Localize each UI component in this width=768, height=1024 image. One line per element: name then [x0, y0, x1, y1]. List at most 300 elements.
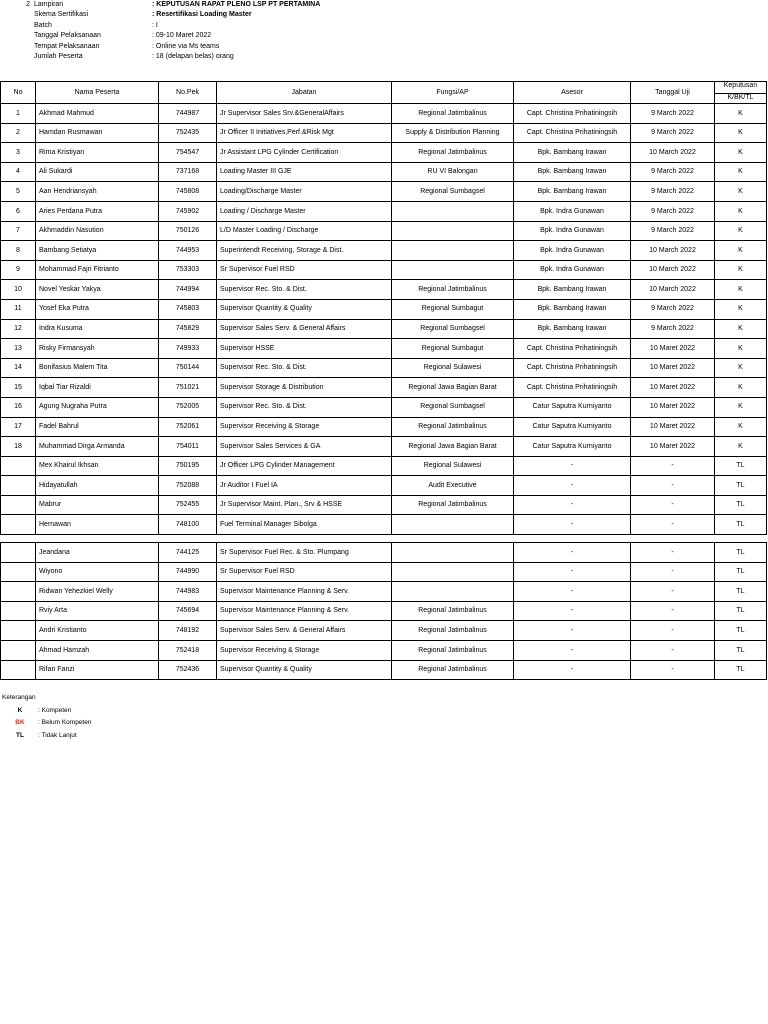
cell-no — [1, 562, 36, 582]
cell-no — [1, 660, 36, 680]
cell-fungsi: Regional Jawa Bagian Barat — [392, 378, 514, 398]
cell-fungsi: Regional Sulawesi — [392, 358, 514, 378]
cell-keputusan: K — [715, 319, 767, 339]
cell-no: 16 — [1, 397, 36, 417]
col-tanggal: Tanggal Uji — [631, 82, 715, 104]
cell-tanggal: 10 March 2022 — [631, 280, 715, 300]
cell-asesor: Bpk. Bambang Irawan — [514, 280, 631, 300]
cell-nama: Rviy Arta — [36, 601, 159, 621]
cell-jabatan: L/D Master Loading / Discharge — [217, 221, 392, 241]
cell-tanggal: - — [631, 621, 715, 641]
header-label: Lampiran — [34, 1, 64, 8]
header-value: : 18 (delapan belas) orang — [152, 52, 234, 60]
cell-fungsi: Regional Sulawesi — [392, 456, 514, 476]
cell-nama: Mabrur — [36, 495, 159, 515]
header-label: Jumlah Peserta — [34, 52, 83, 60]
cell-asesor: Catur Saputra Kurniyanto — [514, 437, 631, 457]
table-header-row — [1, 82, 767, 104]
legend-desc: : Belum Kompeten — [38, 719, 92, 726]
cell-tanggal: 9 March 2022 — [631, 123, 715, 143]
cell-keputusan: TL — [715, 456, 767, 476]
cell-keputusan: K — [715, 104, 767, 124]
cell-tanggal: - — [631, 515, 715, 535]
cell-fungsi: Regional Sumbagut — [392, 299, 514, 319]
cell-fungsi: Audit Executive — [392, 476, 514, 496]
cell-fungsi: Regional Jawa Bagian Barat — [392, 437, 514, 457]
cell-jabatan: Jr Assistant LPG Cylinder Certification — [217, 143, 392, 163]
cell-fungsi: Supply & Distribution Planning — [392, 123, 514, 143]
cell-tanggal: 9 March 2022 — [631, 221, 715, 241]
cell-fungsi — [392, 221, 514, 241]
cell-jabatan: Supervisor Sales Services & GA — [217, 437, 392, 457]
cell-nama: Yosef Eka Putra — [36, 299, 159, 319]
header-num — [0, 21, 34, 31]
cell-keputusan: TL — [715, 543, 767, 563]
cell-asesor: Bpk. Bambang Irawan — [514, 162, 631, 182]
cell-nama: Mex Khairul Ikhsan — [36, 456, 159, 476]
cell-no: 14 — [1, 358, 36, 378]
header-row — [0, 10, 768, 20]
cell-jabatan: Superintendt Receiving, Storage & Dist. — [217, 241, 392, 261]
table-row — [1, 417, 767, 437]
cell-nama: Bambang Setiatya — [36, 241, 159, 261]
cell-asesor: Capt. Christina Prihatiningsih — [514, 339, 631, 359]
cell-tanggal: - — [631, 476, 715, 496]
cell-fungsi: Regional Jatimbalinus — [392, 495, 514, 515]
cell-no: 4 — [1, 162, 36, 182]
cell-no — [1, 515, 36, 535]
cell-asesor: Bpk. Indra Gunawan — [514, 201, 631, 221]
cell-pek: 750126 — [159, 221, 217, 241]
cell-jabatan: Sr Supervisor Fuel RSD — [217, 260, 392, 280]
cell-fungsi — [392, 241, 514, 261]
cell-jabatan: Jr Officer II Initiatives,Perf.&Risk Mgt — [217, 123, 392, 143]
cell-no: 17 — [1, 417, 36, 437]
header-num — [0, 31, 34, 41]
header-value: : 09-10 Maret 2022 — [152, 32, 212, 40]
cell-pek: 744987 — [159, 104, 217, 124]
cell-asesor: Bpk. Bambang Irawan — [514, 182, 631, 202]
table-row — [1, 397, 767, 417]
cell-pek: 754547 — [159, 143, 217, 163]
cell-keputusan: TL — [715, 621, 767, 641]
table-row — [1, 201, 767, 221]
cell-nama: Hernawan — [36, 515, 159, 535]
cell-nama: Andri Kristianto — [36, 621, 159, 641]
header-label: Skema Sertifikasi — [34, 11, 89, 19]
cell-keputusan: TL — [715, 495, 767, 515]
cell-fungsi: Regional Jatimbalinus — [392, 601, 514, 621]
cell-nama: Rima Kristiyan — [36, 143, 159, 163]
cell-asesor: - — [514, 515, 631, 535]
cell-pek: 744994 — [159, 280, 217, 300]
cell-jabatan: Sr Supervisor Fuel Rec. & Sto. Plumpang — [217, 543, 392, 563]
cell-jabatan: Sr Supervisor Fuel RSD — [217, 562, 392, 582]
header-value: : KEPUTUSAN RAPAT PLENO LSP PT PERTAMINA — [152, 1, 321, 8]
header-row — [0, 0, 768, 10]
cell-pek: 744983 — [159, 582, 217, 602]
cell-fungsi: Regional Jatimbalinus — [392, 640, 514, 660]
table-row — [1, 123, 767, 143]
table-row — [1, 437, 767, 457]
cell-pek: 745808 — [159, 182, 217, 202]
cell-nama: Novel Yeskar Yakya — [36, 280, 159, 300]
cell-jabatan: Supervisor Maintenance Planning & Serv. — [217, 601, 392, 621]
table-row — [1, 515, 767, 535]
cell-tanggal: 10 March 2022 — [631, 143, 715, 163]
cell-asesor: - — [514, 456, 631, 476]
cell-tanggal: - — [631, 543, 715, 563]
legend-item — [2, 705, 91, 718]
cell-fungsi: RU VI Balongan — [392, 162, 514, 182]
cell-keputusan: TL — [715, 515, 767, 535]
cell-pek: 752435 — [159, 123, 217, 143]
cell-asesor: - — [514, 660, 631, 680]
table-row — [1, 621, 767, 641]
cell-nama: Fadel Bahrul — [36, 417, 159, 437]
table-row — [1, 319, 767, 339]
cell-pek: 745829 — [159, 319, 217, 339]
cell-tanggal: - — [631, 495, 715, 515]
cell-pek: 753303 — [159, 260, 217, 280]
cell-fungsi: Regional Jatimbalinus — [392, 280, 514, 300]
cell-no — [1, 456, 36, 476]
cell-jabatan: Supervisor Sales Serv. & General Affairs — [217, 621, 392, 641]
cell-pek: 745694 — [159, 601, 217, 621]
cell-jabatan: Supervisor Rec. Sto. & Dist. — [217, 397, 392, 417]
header-num — [0, 10, 34, 20]
col-keputusan — [715, 82, 767, 104]
cell-asesor: Bpk. Bambang Irawan — [514, 299, 631, 319]
cell-nama: Hidayatullah — [36, 476, 159, 496]
cell-nama: Bonifasius Malem Tita — [36, 358, 159, 378]
cell-asesor: Capt. Christina Prihatiningsih — [514, 358, 631, 378]
cell-jabatan: Loading / Discharge Master — [217, 201, 392, 221]
legend-title: Keterangan — [2, 694, 36, 701]
cell-nama: Wiyono — [36, 562, 159, 582]
table-row — [1, 660, 767, 680]
cell-asesor: - — [514, 476, 631, 496]
cell-tanggal: - — [631, 582, 715, 602]
cell-keputusan: TL — [715, 582, 767, 602]
participants-table — [0, 81, 767, 535]
cell-jabatan: Supervisor Receiving & Storage — [217, 640, 392, 660]
cell-asesor: - — [514, 562, 631, 582]
cell-jabatan: Supervisor Storage & Distribution — [217, 378, 392, 398]
cell-no — [1, 495, 36, 515]
table-row — [1, 601, 767, 621]
cell-no — [1, 582, 36, 602]
cell-no: 9 — [1, 260, 36, 280]
cell-jabatan: Supervisor Quantity & Quality — [217, 299, 392, 319]
cell-nama: Hamdan Rusmawan — [36, 123, 159, 143]
cell-fungsi — [392, 260, 514, 280]
table-row — [1, 280, 767, 300]
legend-code: TL — [16, 731, 24, 739]
cell-tanggal: - — [631, 601, 715, 621]
cell-no: 8 — [1, 241, 36, 261]
cell-keputusan: K — [715, 417, 767, 437]
cell-fungsi — [392, 201, 514, 221]
cell-nama: Muhammad Dirga Armanda — [36, 437, 159, 457]
table-row — [1, 241, 767, 261]
cell-nama: Aries Perdana Putra — [36, 201, 159, 221]
cell-jabatan: Loading/Discharge Master — [217, 182, 392, 202]
cell-no: 12 — [1, 319, 36, 339]
cell-no: 2 — [1, 123, 36, 143]
header-value: : Resertifikasi Loading Master — [152, 11, 252, 19]
cell-nama: Indra Kusuma — [36, 319, 159, 339]
table-row — [1, 358, 767, 378]
cell-pek: 752005 — [159, 397, 217, 417]
table-row — [1, 260, 767, 280]
cell-nama: Akhmaddin Nasution — [36, 221, 159, 241]
cell-jabatan: Supervisor Rec. Sto. & Dist. — [217, 358, 392, 378]
table-row — [1, 495, 767, 515]
cell-asesor: Capt. Christina Prihatiningsih — [514, 123, 631, 143]
table-row — [1, 221, 767, 241]
cell-pek: 737168 — [159, 162, 217, 182]
cell-pek: 754011 — [159, 437, 217, 457]
header-label: Batch — [34, 21, 52, 29]
cell-tanggal: 10 Maret 2022 — [631, 437, 715, 457]
legend-desc: : Kompeten — [38, 706, 72, 714]
cell-jabatan: Supervisor Rec. Sto. & Dist. — [217, 280, 392, 300]
cell-pek: 749933 — [159, 339, 217, 359]
cell-tanggal: - — [631, 456, 715, 476]
cell-nama: Agung Nugraha Putra — [36, 397, 159, 417]
cell-asesor: Bpk. Bambang Irawan — [514, 319, 631, 339]
cell-pek: 748100 — [159, 515, 217, 535]
cell-tanggal: - — [631, 660, 715, 680]
legend-desc: : Tidak Lanjut — [38, 731, 77, 739]
cell-jabatan: Supervisor Quantity & Quality — [217, 660, 392, 680]
cell-keputusan: K — [715, 123, 767, 143]
cell-pek: 744953 — [159, 241, 217, 261]
cell-no — [1, 601, 36, 621]
cell-asesor: Capt. Christina Prihatiningsih — [514, 104, 631, 124]
cell-keputusan: K — [715, 201, 767, 221]
cell-keputusan: K — [715, 397, 767, 417]
header-row — [0, 21, 768, 31]
cell-no: 7 — [1, 221, 36, 241]
cell-tanggal: 10 Maret 2022 — [631, 397, 715, 417]
cell-keputusan: TL — [715, 562, 767, 582]
header-label: Tempat Pelaksanaan — [34, 42, 100, 50]
cell-tanggal: 9 March 2022 — [631, 104, 715, 124]
cell-tanggal: - — [631, 562, 715, 582]
header-row — [0, 42, 768, 52]
cell-pek: 745803 — [159, 299, 217, 319]
cell-tanggal: 9 March 2022 — [631, 201, 715, 221]
cell-fungsi: Regional Sumbagsel — [392, 319, 514, 339]
cell-pek: 744990 — [159, 562, 217, 582]
cell-keputusan: K — [715, 358, 767, 378]
cell-keputusan: K — [715, 339, 767, 359]
table-row — [1, 582, 767, 602]
table-row — [1, 476, 767, 496]
cell-pek: 752418 — [159, 640, 217, 660]
header-num — [0, 42, 34, 52]
cell-keputusan: K — [715, 162, 767, 182]
cell-nama: Aan Hendriansyah — [36, 182, 159, 202]
table-row — [1, 162, 767, 182]
cell-jabatan: Jr Supervisor Maint. Plan., Srv & HSSE — [217, 495, 392, 515]
legend-code: K — [17, 706, 23, 714]
table-row — [1, 378, 767, 398]
cell-asesor: - — [514, 601, 631, 621]
cell-asesor: Bpk. Indra Gunawan — [514, 221, 631, 241]
cell-pek: 752436 — [159, 660, 217, 680]
cell-keputusan: TL — [715, 601, 767, 621]
cell-fungsi — [392, 562, 514, 582]
cell-nama: Ali Sukardi — [36, 162, 159, 182]
header-row — [0, 52, 768, 62]
cell-keputusan: K — [715, 221, 767, 241]
cell-tanggal: - — [631, 640, 715, 660]
table-row — [1, 299, 767, 319]
cell-tanggal: 10 March 2022 — [631, 241, 715, 261]
cell-tanggal: 9 March 2022 — [631, 162, 715, 182]
header-num — [0, 52, 34, 62]
cell-no: 5 — [1, 182, 36, 202]
col-keputusan-sub: K/BK/TL — [727, 94, 754, 101]
cell-jabatan: Supervisor HSSE — [217, 339, 392, 359]
cell-nama: Mohammad Fajri Fitrianto — [36, 260, 159, 280]
cell-no — [1, 476, 36, 496]
cell-asesor: - — [514, 495, 631, 515]
header-value: : I — [152, 21, 158, 29]
cell-jabatan: Jr Officer LPG Cylinder Management — [217, 456, 392, 476]
cell-no — [1, 621, 36, 641]
cell-asesor: Catur Saputra Kurniyanto — [514, 397, 631, 417]
cell-keputusan: K — [715, 143, 767, 163]
cell-no: 15 — [1, 378, 36, 398]
cell-fungsi: Regional Sumbagsel — [392, 397, 514, 417]
cell-no: 13 — [1, 339, 36, 359]
legend — [2, 692, 91, 742]
cell-pek: 750195 — [159, 456, 217, 476]
cell-nama: Risky Firmansyah — [36, 339, 159, 359]
col-no: No — [1, 82, 36, 104]
cell-tanggal: 9 March 2022 — [631, 319, 715, 339]
cell-fungsi: Regional Sumbagut — [392, 339, 514, 359]
cell-jabatan: Jr Auditor I Fuel IA — [217, 476, 392, 496]
header-num: 2 — [26, 1, 30, 8]
cell-asesor: Bpk. Indra Gunawan — [514, 241, 631, 261]
table-row — [1, 640, 767, 660]
cell-keputusan: TL — [715, 640, 767, 660]
cell-asesor: Bpk. Indra Gunawan — [514, 260, 631, 280]
cell-fungsi: Regional Jatimbalinus — [392, 417, 514, 437]
cell-no: 1 — [1, 104, 36, 124]
cell-fungsi: Regional Jatimbalinus — [392, 621, 514, 641]
table-row — [1, 543, 767, 563]
cell-tanggal: 10 Maret 2022 — [631, 417, 715, 437]
cell-no: 10 — [1, 280, 36, 300]
cell-fungsi: Regional Jatimbalinus — [392, 660, 514, 680]
header-row — [0, 31, 768, 41]
cell-no — [1, 640, 36, 660]
cell-asesor: - — [514, 582, 631, 602]
cell-tanggal: 10 Maret 2022 — [631, 339, 715, 359]
cell-nama: Ahmad Hamzah — [36, 640, 159, 660]
table-row — [1, 339, 767, 359]
cell-keputusan: TL — [715, 476, 767, 496]
col-jabatan: Jabatan — [217, 82, 392, 104]
legend-code: BK — [15, 719, 25, 726]
cell-fungsi — [392, 515, 514, 535]
cell-jabatan: Supervisor Maintenance Planning & Serv. — [217, 582, 392, 602]
cell-tanggal: 10 Maret 2022 — [631, 378, 715, 398]
cell-fungsi: Regional Jatimbalinus — [392, 104, 514, 124]
cell-no: 3 — [1, 143, 36, 163]
cell-pek: 744125 — [159, 543, 217, 563]
cell-nama: Ridwan Yehezkiel Welly — [36, 582, 159, 602]
cell-no: 18 — [1, 437, 36, 457]
table-row — [1, 104, 767, 124]
cell-pek: 752061 — [159, 417, 217, 437]
cell-keputusan: TL — [715, 660, 767, 680]
table-row — [1, 562, 767, 582]
table-row — [1, 143, 767, 163]
cell-pek: 752088 — [159, 476, 217, 496]
cell-pek: 745902 — [159, 201, 217, 221]
cell-pek: 750144 — [159, 358, 217, 378]
cell-nama: Jeandana — [36, 543, 159, 563]
cell-fungsi — [392, 543, 514, 563]
cell-asesor: Capt. Christina Prihatiningsih — [514, 378, 631, 398]
cell-tanggal: 10 Maret 2022 — [631, 358, 715, 378]
table-row — [1, 182, 767, 202]
cell-jabatan: Fuel Terminal Manager Sibolga — [217, 515, 392, 535]
cell-pek: 752455 — [159, 495, 217, 515]
cell-pek: 748192 — [159, 621, 217, 641]
cell-asesor: - — [514, 640, 631, 660]
participants-table-continued — [0, 542, 767, 680]
cell-tanggal: 9 March 2022 — [631, 182, 715, 202]
legend-item — [2, 717, 91, 730]
cell-asesor: - — [514, 543, 631, 563]
cell-nama: Akhmad Mahmud — [36, 104, 159, 124]
col-pek: No.Pek — [159, 82, 217, 104]
cell-jabatan: Supervisor Sales Serv. & General Affairs — [217, 319, 392, 339]
cell-asesor: Bpk. Bambang Irawan — [514, 143, 631, 163]
cell-keputusan: K — [715, 299, 767, 319]
cell-tanggal: 9 March 2022 — [631, 299, 715, 319]
cell-fungsi: Regional Sumbagsel — [392, 182, 514, 202]
document-header — [0, 0, 768, 62]
cell-jabatan: Jr Supervisor Sales Srv.&GeneralAffairs — [217, 104, 392, 124]
cell-nama: Iqbal Tiar Rizaldi — [36, 378, 159, 398]
cell-tanggal: 10 March 2022 — [631, 260, 715, 280]
cell-jabatan: Supervisor Receiving & Storage — [217, 417, 392, 437]
table-row — [1, 456, 767, 476]
col-keputusan-label: Keputusan — [715, 82, 766, 94]
cell-no — [1, 543, 36, 563]
cell-keputusan: K — [715, 182, 767, 202]
cell-nama: Rifan Fanzi — [36, 660, 159, 680]
cell-fungsi — [392, 582, 514, 602]
cell-fungsi: Regional Jatimbalinus — [392, 143, 514, 163]
cell-asesor: Catur Saputra Kurniyanto — [514, 417, 631, 437]
cell-jabatan: Loading Master III GJE — [217, 162, 392, 182]
cell-keputusan: K — [715, 437, 767, 457]
cell-pek: 751021 — [159, 378, 217, 398]
legend-item — [2, 730, 91, 743]
cell-keputusan: K — [715, 260, 767, 280]
cell-asesor: - — [514, 621, 631, 641]
